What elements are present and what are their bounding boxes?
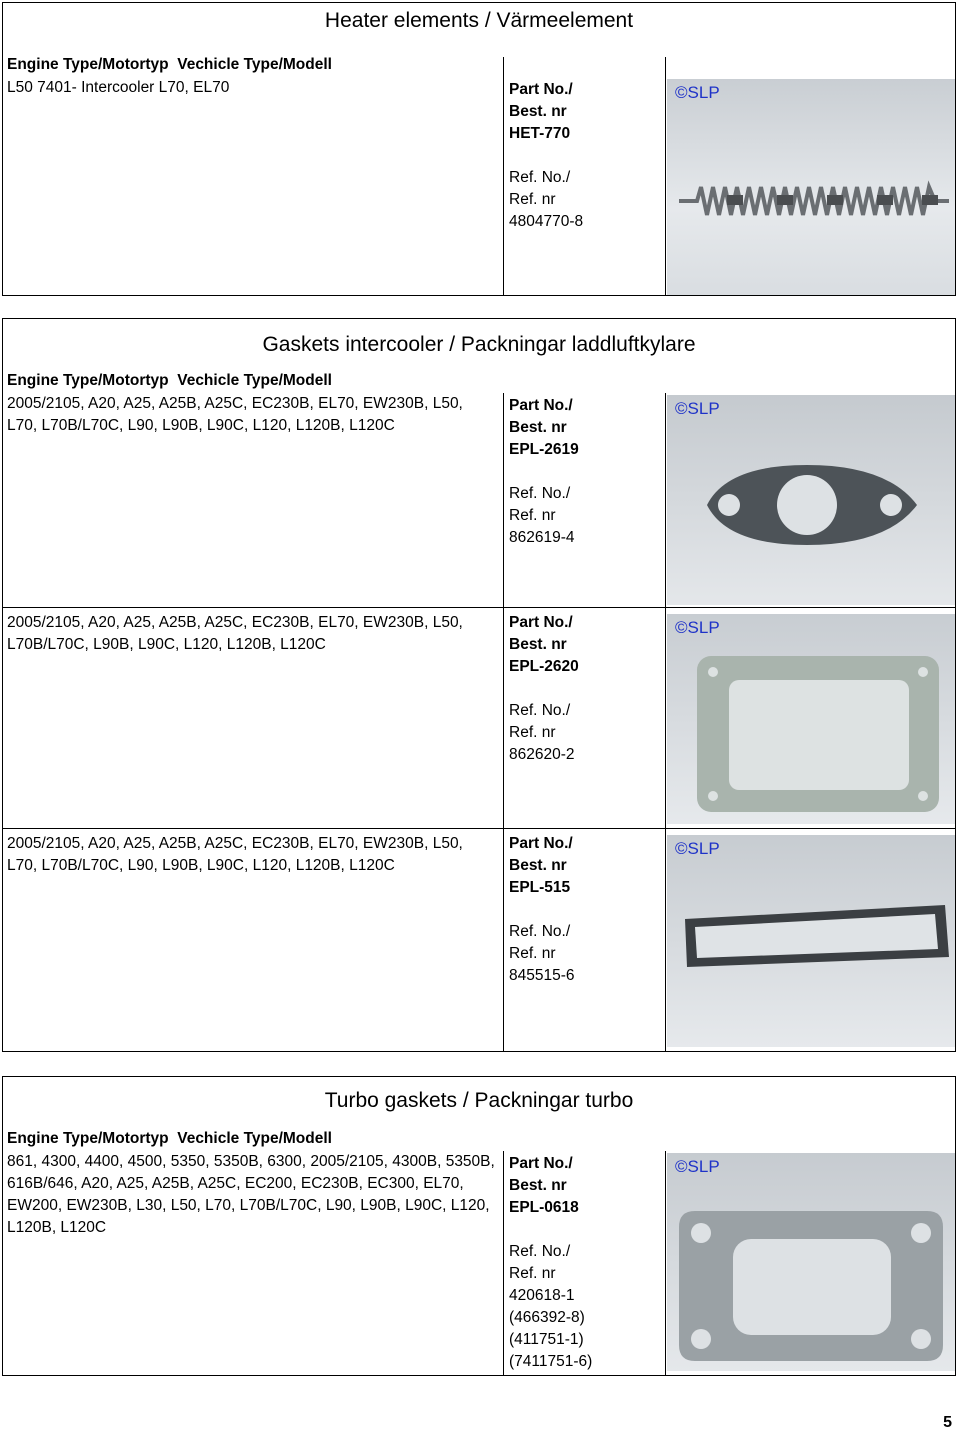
model-list: L50 7401- Intercooler L70, EL70 bbox=[7, 79, 230, 96]
part-no-label: Part No./ bbox=[509, 81, 573, 98]
best-nr-label: Best. nr bbox=[509, 103, 567, 120]
product-photo bbox=[667, 79, 955, 295]
ref-number: 4804770-8 bbox=[509, 213, 584, 230]
ref-no-label: Ref. No./ bbox=[509, 169, 571, 186]
product-photo bbox=[667, 835, 955, 1047]
part-no-label: Part No./ bbox=[509, 614, 573, 631]
best-nr-label: Best. nr bbox=[509, 1177, 567, 1194]
slp-logo: ©SLP bbox=[675, 83, 720, 102]
part-no-label: Part No./ bbox=[509, 1155, 573, 1172]
section-gaskets-intercooler bbox=[2, 318, 956, 1052]
section-title: Heater elements / Värmeelement bbox=[324, 9, 634, 32]
ref-number: 845515-6 bbox=[509, 967, 575, 984]
gasket-image bbox=[667, 835, 955, 1047]
ref-no-label: Ref. No./ bbox=[509, 1243, 571, 1260]
ref-number: 862619-4 bbox=[509, 529, 575, 546]
column-header: Engine Type/Motortyp Vechicle Type/Modell bbox=[7, 372, 332, 389]
slp-logo: ©SLP bbox=[675, 399, 720, 418]
gasket-image bbox=[667, 614, 955, 824]
part-info bbox=[509, 395, 661, 549]
part-number: HET-770 bbox=[509, 125, 571, 142]
ref-number: 420618-1 bbox=[509, 1287, 575, 1304]
ref-number: 862620-2 bbox=[509, 746, 575, 763]
part-no-label: Part No./ bbox=[509, 835, 573, 852]
part-number: EPL-515 bbox=[509, 879, 571, 896]
section-title: Gaskets intercooler / Packningar laddluftkylare bbox=[262, 333, 696, 356]
ref-nr-label: Ref. nr bbox=[509, 507, 556, 524]
heater-element-image bbox=[667, 79, 955, 295]
ref-no-label: Ref. No./ bbox=[509, 923, 571, 940]
product-photo bbox=[667, 614, 955, 824]
best-nr-label: Best. nr bbox=[509, 636, 567, 653]
ref-no-label: Ref. No./ bbox=[509, 702, 571, 719]
model-list: 2005/2105, A20, A25, A25B, A25C, EC230B, EL70, EW230B, L50, L70, L70B/L70C, L90, L90B, L90C, L120, L120B, L120C bbox=[7, 395, 463, 434]
part-info bbox=[509, 79, 661, 233]
gasket-image bbox=[667, 1153, 955, 1371]
ref-nr-label: Ref. nr bbox=[509, 1265, 556, 1282]
best-nr-label: Best. nr bbox=[509, 419, 567, 436]
ref-no-label: Ref. No./ bbox=[509, 485, 571, 502]
column-header: Engine Type/Motortyp Vechicle Type/Modell bbox=[7, 56, 332, 73]
model-list: 861, 4300, 4400, 4500, 5350, 5350B, 6300, 2005/2105, 4300B, 5350B, 616B/646, A20, A25, A25B, A25C, EC200, EC230B, EC300, EL70, EW200, EW230B, L30, L50, L70, L70B/L70C, L90, L90B, L90C, L120, L120B, L120C bbox=[7, 1153, 495, 1236]
part-number: EPL-0618 bbox=[509, 1199, 579, 1216]
slp-logo: ©SLP bbox=[675, 1157, 720, 1176]
model-list: 2005/2105, A20, A25, A25B, A25C, EC230B, EL70, EW230B, L50, L70B/L70C, L90B, L90C, L120, L120B, L120C bbox=[7, 614, 463, 653]
product-row bbox=[3, 77, 955, 295]
part-no-label: Part No./ bbox=[509, 397, 573, 414]
section-heater-elements bbox=[2, 2, 956, 296]
product-row bbox=[3, 1151, 955, 1375]
extra-ref-number: (466392-8) bbox=[509, 1309, 585, 1326]
product-row bbox=[3, 393, 955, 608]
part-info bbox=[509, 612, 661, 766]
part-number: EPL-2619 bbox=[509, 441, 579, 458]
extra-ref-number: (7411751-6) bbox=[509, 1353, 593, 1370]
product-row bbox=[3, 829, 955, 1051]
gasket-image bbox=[667, 395, 955, 605]
ref-nr-label: Ref. nr bbox=[509, 191, 556, 208]
product-photo bbox=[667, 395, 955, 605]
product-row bbox=[3, 608, 955, 829]
section-title: Turbo gaskets / Packningar turbo bbox=[324, 1089, 634, 1112]
section-turbo-gaskets bbox=[2, 1076, 956, 1376]
part-info bbox=[509, 1153, 661, 1373]
slp-logo: ©SLP bbox=[675, 839, 720, 858]
best-nr-label: Best. nr bbox=[509, 857, 567, 874]
slp-logo: ©SLP bbox=[675, 618, 720, 637]
part-number: EPL-2620 bbox=[509, 658, 579, 675]
extra-ref-number: (411751-1) bbox=[509, 1331, 584, 1348]
ref-nr-label: Ref. nr bbox=[509, 945, 556, 962]
page-number: 5 bbox=[943, 1414, 952, 1431]
column-header: Engine Type/Motortyp Vechicle Type/Modell bbox=[7, 1130, 332, 1147]
ref-nr-label: Ref. nr bbox=[509, 724, 556, 741]
product-photo bbox=[667, 1153, 955, 1371]
part-info bbox=[509, 833, 661, 987]
model-list: 2005/2105, A20, A25, A25B, A25C, EC230B, EL70, EW230B, L50, L70, L70B/L70C, L90, L90B, L90C, L120, L120B, L120C bbox=[7, 835, 463, 874]
